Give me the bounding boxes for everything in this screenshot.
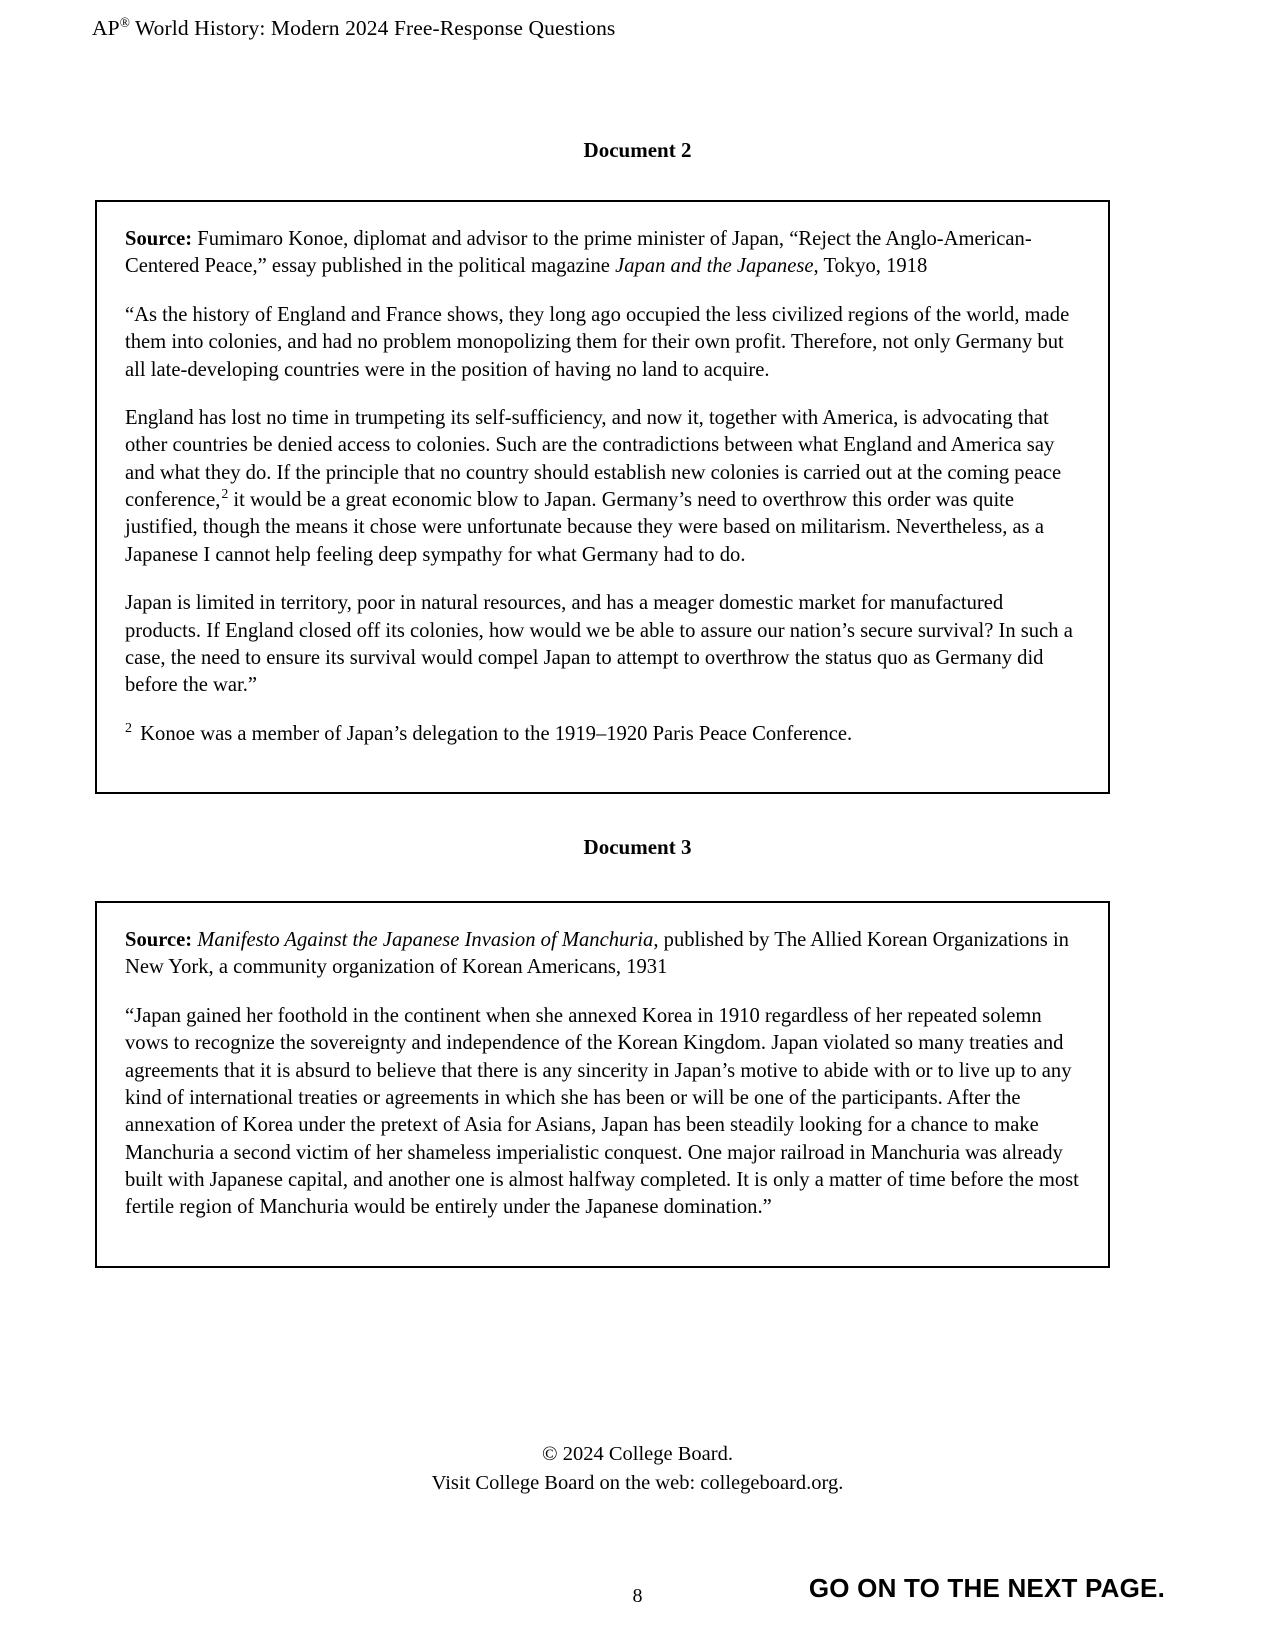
copyright-line: © 2024 College Board. bbox=[542, 1443, 733, 1465]
document-3-box bbox=[95, 901, 1110, 1268]
document-2-source-line bbox=[125, 226, 1082, 281]
source-text-before-italic: Fumimaro Konoe, diplomat and advisor to the prime minister of Japan, “Reject the Anglo-American-Centered Peace,” essay published in the political magazine bbox=[125, 228, 1032, 278]
running-head-rest: World History: Modern 2024 Free-Response Questions bbox=[129, 16, 616, 40]
document-3-paragraph-1: “Japan gained her foothold in the continent when she annexed Korea in 1910 regardless of her repeated solemn vows to recognize the sovereignty and independence of the Korean Kingdom. Japan violated so many treaties and agreements that it is absurd to believe that there is any sincerity in Japan’s motive to abide with or to live up to any kind of international treaties or agreements in which she has been or will be one of the participants. After the annexation of Korea under the pretext of Asia for Asians, Japan has been steadily looking for a chance to make Manchuria a second victim of her shameless imperialistic conquest. One major railroad in Manchuria was already built with Japanese capital, and another one is almost halfway completed. It is only a matter of time before the most fertile region of Manchuria would be entirely under the Japanese domination.” bbox=[125, 1004, 1079, 1219]
source-label: Source: bbox=[125, 929, 193, 951]
footnote-reference-marker: 2 bbox=[221, 486, 229, 502]
source-text-after-italic: , published by The Allied Korean Organizations in New York, a community organization of Korean Americans, 1931 bbox=[125, 929, 1069, 979]
document-2-box bbox=[95, 200, 1110, 794]
document-2-paragraph-2 bbox=[125, 405, 1082, 569]
footnote-number: 2 bbox=[125, 720, 132, 736]
running-head-prefix: AP bbox=[92, 16, 120, 40]
source-italic-title: Japan and the Japanese bbox=[615, 255, 814, 278]
footnote-text: Konoe was a member of Japan’s delegation to the 1919–1920 Paris Peace Conference. bbox=[135, 722, 853, 745]
document-2-paragraph-3: Japan is limited in territory, poor in natural resources, and has a meager domestic market for manufactured products. If England closed off its colonies, how would we be able to assure our nation’s secure survival? In such a case, the need to ensure its survival would compel Japan to attempt to overthrow the status quo as Germany did before the war.” bbox=[125, 592, 1073, 697]
source-text-after-italic: , Tokyo, 1918 bbox=[813, 255, 928, 278]
document-2-paragraph-2-part-b: it would be a great economic blow to Japan. Germany’s need to overthrow this order was quite justified, though the means it chose were unfortunate because they were based on militarism. Nevertheless, as a Japanese I cannot help feeling deep sympathy for what Germany had to do. bbox=[125, 489, 1044, 566]
document-3-heading: Document 3 bbox=[583, 835, 692, 859]
next-page-notice: GO ON TO THE NEXT PAGE. bbox=[808, 1573, 1165, 1603]
source-label: Source: bbox=[125, 228, 193, 250]
source-italic-title: Manifesto Against the Japanese Invasion of Manchuria bbox=[197, 929, 654, 951]
footer-copyright-block bbox=[0, 1440, 1275, 1498]
document-3-source-line bbox=[125, 927, 1082, 982]
document-2-footnote bbox=[125, 721, 1082, 748]
document-2-heading: Document 2 bbox=[583, 138, 692, 162]
running-head bbox=[92, 16, 615, 41]
document-2-paragraph-1: “As the history of England and France shows, they long ago occupied the less civilized regions of the world, made them into colonies, and had no problem monopolizing them for their own profit. Therefore, not only Germany but all late-developing countries were in the position of having no land to acquire. bbox=[125, 303, 1070, 381]
website-line: Visit College Board on the web: collegeboard.org. bbox=[431, 1472, 844, 1495]
page-number: 8 bbox=[632, 1585, 643, 1607]
registered-trademark-icon: ® bbox=[119, 14, 130, 30]
document-2-paragraph-2-part-a: England has lost no time in trumpeting its self-sufficiency, and now it, together with America, is advocating that other countries be denied access to colonies. Such are the contradictions between what England and America say and what they do. If the principle that no country should establish new colonies is carried out at the coming peace conference, bbox=[125, 406, 1062, 511]
